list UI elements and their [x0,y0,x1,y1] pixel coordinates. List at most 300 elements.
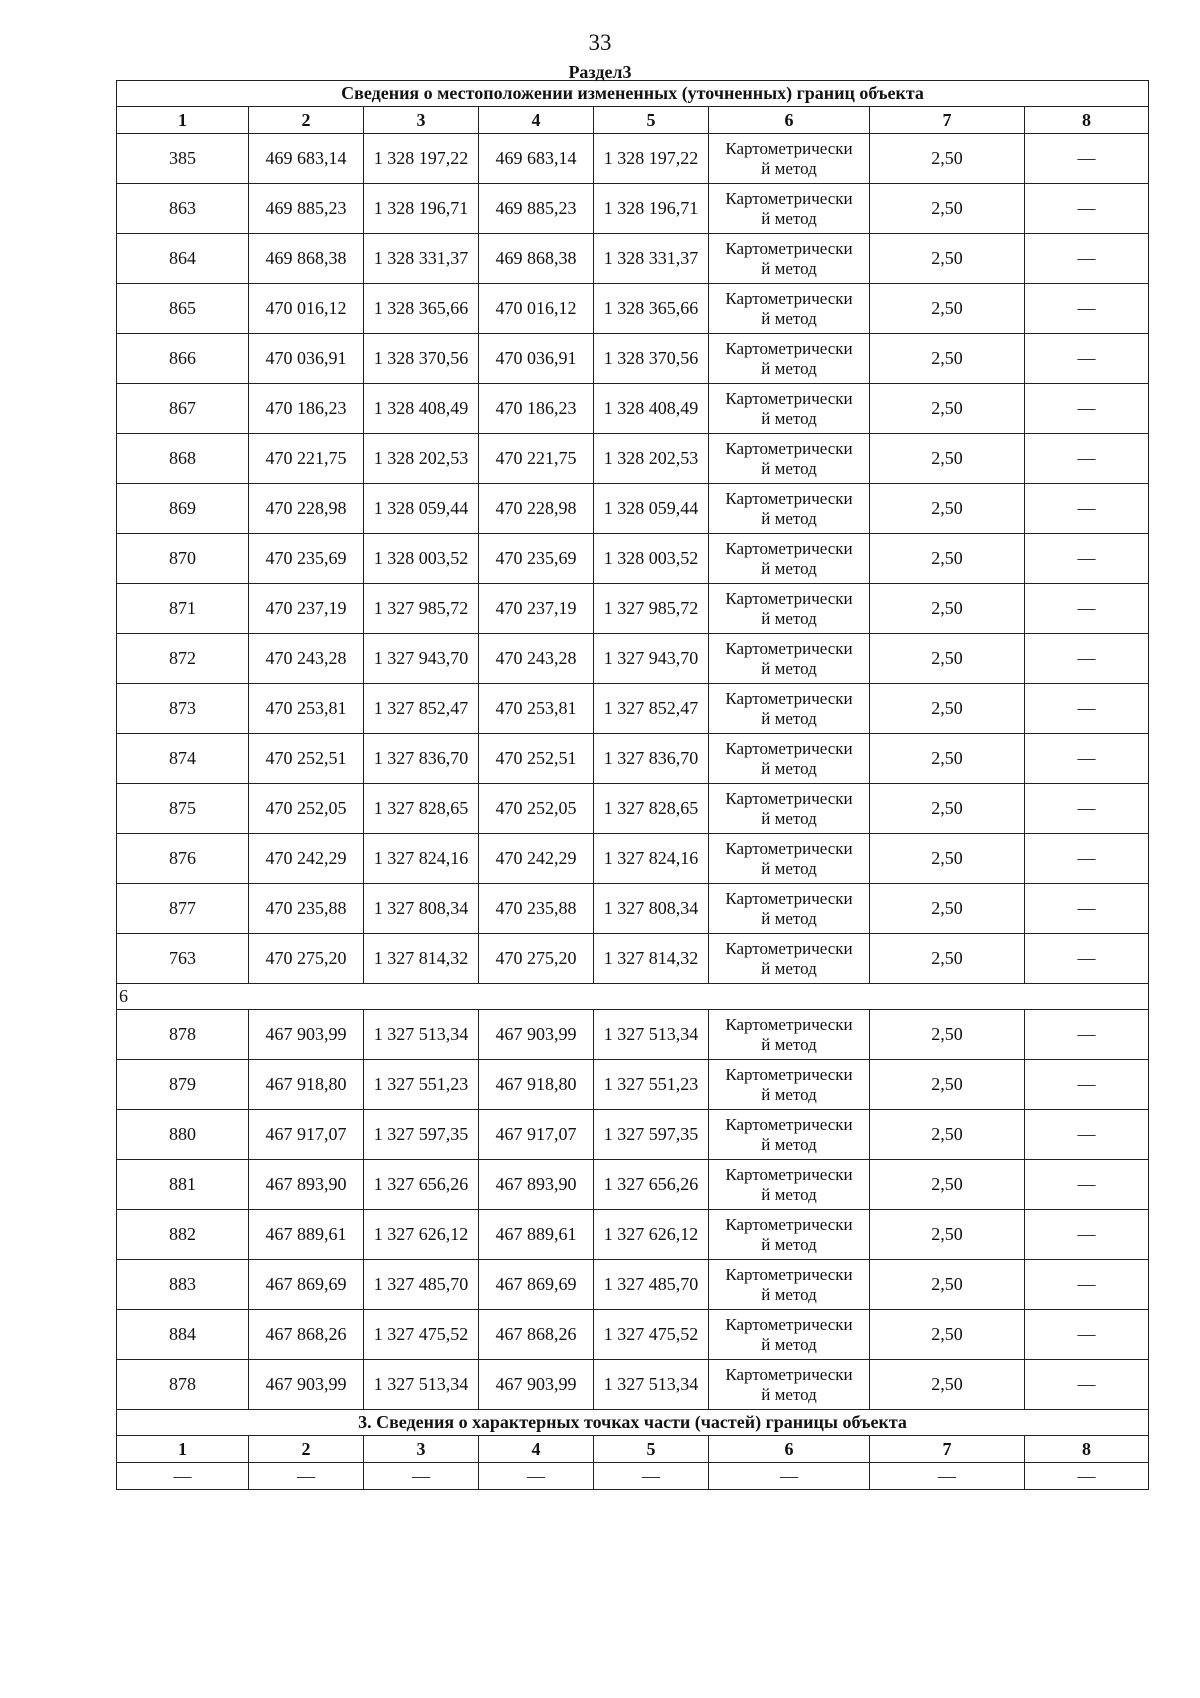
description-cell: — [1025,1260,1149,1310]
method-cell [709,1310,870,1360]
y-coordinate-refined-cell: 1 327 551,23 [594,1060,709,1110]
table-row [117,784,1149,834]
y-coordinate-existing-cell: 1 327 656,26 [364,1160,479,1210]
subsection-column-header-row [117,1436,1149,1463]
y-coordinate-refined-cell: 1 327 985,72 [594,584,709,634]
accuracy-cell: 2,50 [870,1010,1025,1060]
y-coordinate-refined-cell: 1 328 059,44 [594,484,709,534]
accuracy-cell: 2,50 [870,784,1025,834]
x-coordinate-existing-cell: 467 868,26 [249,1310,364,1360]
table-row [117,184,1149,234]
x-coordinate-existing-cell: 470 235,69 [249,534,364,584]
method-text: й метод [761,1284,817,1304]
column-header: 7 [870,107,1025,134]
x-coordinate-existing-cell: 470 228,98 [249,484,364,534]
accuracy-cell: 2,50 [870,334,1025,384]
point-number-cell: 878 [117,1360,249,1410]
method-cell [709,234,870,284]
description-cell: — [1025,384,1149,434]
method-text: Картометрически [725,938,853,958]
method-cell [709,584,870,634]
x-coordinate-existing-cell: 470 235,88 [249,884,364,934]
method-text: Картометрически [725,1364,853,1384]
x-coordinate-refined-cell: 470 252,51 [479,734,594,784]
method-text: Картометрически [725,638,853,658]
x-coordinate-existing-cell: 469 868,38 [249,234,364,284]
description-cell: — [1025,934,1149,984]
method-cell [709,1160,870,1210]
method-cell [709,684,870,734]
method-cell [709,784,870,834]
method-text: й метод [761,958,817,978]
accuracy-cell: 2,50 [870,1310,1025,1360]
x-coordinate-refined-cell: 470 186,23 [479,384,594,434]
method-cell [709,1360,870,1410]
column-header: 3 [364,1436,479,1463]
subsection-title: 3. Сведения о характерных точках части (частей) границы объекта [117,1410,1149,1436]
method-text: Картометрически [725,1264,853,1284]
method-text: Картометрически [725,588,853,608]
subsection-title-row [117,1410,1149,1436]
point-number-cell: 883 [117,1260,249,1310]
y-coordinate-existing-cell: 1 327 985,72 [364,584,479,634]
x-coordinate-existing-cell: 470 253,81 [249,684,364,734]
y-coordinate-refined-cell: 1 328 365,66 [594,284,709,334]
column-header: 2 [249,107,364,134]
x-coordinate-existing-cell: 467 869,69 [249,1260,364,1310]
empty-cell: — [117,1463,249,1490]
table-row [117,134,1149,184]
y-coordinate-existing-cell: 1 327 485,70 [364,1260,479,1310]
table-row [117,834,1149,884]
y-coordinate-refined-cell: 1 327 824,16 [594,834,709,884]
point-number-cell: 881 [117,1160,249,1210]
x-coordinate-existing-cell: 470 036,91 [249,334,364,384]
x-coordinate-existing-cell: 470 252,51 [249,734,364,784]
point-number-cell: 385 [117,134,249,184]
y-coordinate-existing-cell: 1 328 059,44 [364,484,479,534]
empty-cell: — [594,1463,709,1490]
method-text: й метод [761,658,817,678]
y-coordinate-refined-cell: 1 328 196,71 [594,184,709,234]
method-text: Картометрически [725,538,853,558]
method-text: й метод [761,258,817,278]
column-header-row [117,107,1149,134]
method-cell [709,1260,870,1310]
y-coordinate-refined-cell: 1 327 828,65 [594,784,709,834]
y-coordinate-refined-cell: 1 328 003,52 [594,534,709,584]
accuracy-cell: 2,50 [870,734,1025,784]
method-cell [709,1010,870,1060]
y-coordinate-refined-cell: 1 327 852,47 [594,684,709,734]
table-row [117,1210,1149,1260]
method-text: Картометрически [725,1014,853,1034]
method-cell [709,484,870,534]
method-text: й метод [761,858,817,878]
description-cell: — [1025,1160,1149,1210]
accuracy-cell: 2,50 [870,384,1025,434]
method-text: й метод [761,1334,817,1354]
method-text: Картометрически [725,1064,853,1084]
y-coordinate-refined-cell: 1 328 197,22 [594,134,709,184]
method-text: Картометрически [725,1214,853,1234]
method-cell [709,1210,870,1260]
description-cell: — [1025,684,1149,734]
method-text: й метод [761,908,817,928]
point-number-cell: 865 [117,284,249,334]
x-coordinate-refined-cell: 469 885,23 [479,184,594,234]
y-coordinate-refined-cell: 1 328 370,56 [594,334,709,384]
method-cell [709,834,870,884]
method-text: Картометрически [725,1164,853,1184]
method-text: Картометрически [725,888,853,908]
description-cell: — [1025,484,1149,534]
point-number-cell: 869 [117,484,249,534]
point-number-cell: 873 [117,684,249,734]
accuracy-cell: 2,50 [870,1060,1025,1110]
point-number-cell: 879 [117,1060,249,1110]
y-coordinate-refined-cell: 1 327 485,70 [594,1260,709,1310]
x-coordinate-existing-cell: 470 221,75 [249,434,364,484]
table-row [117,684,1149,734]
empty-cell: — [870,1463,1025,1490]
accuracy-cell: 2,50 [870,1210,1025,1260]
x-coordinate-refined-cell: 470 253,81 [479,684,594,734]
column-header: 4 [479,1436,594,1463]
table-row [117,284,1149,334]
y-coordinate-existing-cell: 1 327 852,47 [364,684,479,734]
x-coordinate-refined-cell: 470 228,98 [479,484,594,534]
x-coordinate-existing-cell: 470 243,28 [249,634,364,684]
table-row [117,634,1149,684]
method-text: Картометрически [725,738,853,758]
description-cell: — [1025,1210,1149,1260]
column-header: 5 [594,1436,709,1463]
point-number-cell: 866 [117,334,249,384]
table-title: Сведения о местоположении измененных (уточненных) границ объекта [117,81,1149,107]
x-coordinate-existing-cell: 470 016,12 [249,284,364,334]
table-body [117,134,1149,1490]
description-cell: — [1025,134,1149,184]
empty-cell: — [479,1463,594,1490]
y-coordinate-existing-cell: 1 327 597,35 [364,1110,479,1160]
accuracy-cell: 2,50 [870,484,1025,534]
method-cell [709,384,870,434]
method-text: й метод [761,758,817,778]
y-coordinate-existing-cell: 1 327 814,32 [364,934,479,984]
y-coordinate-existing-cell: 1 328 365,66 [364,284,479,334]
method-text: й метод [761,808,817,828]
method-text: й метод [761,308,817,328]
description-cell: — [1025,884,1149,934]
column-header: 6 [709,1436,870,1463]
method-text: Картометрически [725,438,853,458]
x-coordinate-existing-cell: 467 917,07 [249,1110,364,1160]
method-text: й метод [761,558,817,578]
accuracy-cell: 2,50 [870,934,1025,984]
method-text: й метод [761,508,817,528]
method-cell [709,434,870,484]
accuracy-cell: 2,50 [870,584,1025,634]
point-number-cell: 874 [117,734,249,784]
method-text: Картометрически [725,238,853,258]
table-row [117,934,1149,984]
boundary-table [116,80,1149,1490]
x-coordinate-existing-cell: 470 237,19 [249,584,364,634]
method-cell [709,934,870,984]
y-coordinate-existing-cell: 1 327 836,70 [364,734,479,784]
x-coordinate-existing-cell: 470 186,23 [249,384,364,434]
method-cell [709,634,870,684]
method-cell [709,1060,870,1110]
column-header: 3 [364,107,479,134]
table-row [117,584,1149,634]
y-coordinate-existing-cell: 1 328 196,71 [364,184,479,234]
point-number-cell: 878 [117,1010,249,1060]
x-coordinate-refined-cell: 467 917,07 [479,1110,594,1160]
table-row [117,384,1149,434]
description-cell: — [1025,734,1149,784]
accuracy-cell: 2,50 [870,1160,1025,1210]
y-coordinate-existing-cell: 1 328 331,37 [364,234,479,284]
x-coordinate-existing-cell: 467 889,61 [249,1210,364,1260]
point-number-cell: 863 [117,184,249,234]
method-text: Картометрически [725,788,853,808]
empty-cell: — [249,1463,364,1490]
x-coordinate-refined-cell: 470 242,29 [479,834,594,884]
method-cell [709,284,870,334]
y-coordinate-refined-cell: 1 327 513,34 [594,1010,709,1060]
method-text: й метод [761,608,817,628]
table-row [117,1360,1149,1410]
x-coordinate-existing-cell: 467 918,80 [249,1060,364,1110]
y-coordinate-existing-cell: 1 328 370,56 [364,334,479,384]
y-coordinate-existing-cell: 1 328 202,53 [364,434,479,484]
y-coordinate-refined-cell: 1 327 626,12 [594,1210,709,1260]
x-coordinate-existing-cell: 467 903,99 [249,1360,364,1410]
y-coordinate-existing-cell: 1 327 828,65 [364,784,479,834]
table-row [117,1260,1149,1310]
column-header: 6 [709,107,870,134]
method-text: й метод [761,408,817,428]
description-cell: — [1025,234,1149,284]
x-coordinate-existing-cell: 469 885,23 [249,184,364,234]
y-coordinate-existing-cell: 1 327 808,34 [364,884,479,934]
table-row [117,534,1149,584]
description-cell: — [1025,834,1149,884]
accuracy-cell: 2,50 [870,684,1025,734]
method-cell [709,534,870,584]
y-coordinate-refined-cell: 1 327 656,26 [594,1160,709,1210]
y-coordinate-existing-cell: 1 327 513,34 [364,1360,479,1410]
x-coordinate-refined-cell: 470 243,28 [479,634,594,684]
method-text: Картометрически [725,138,853,158]
y-coordinate-existing-cell: 1 327 626,12 [364,1210,479,1260]
point-number-cell: 877 [117,884,249,934]
x-coordinate-refined-cell: 470 235,88 [479,884,594,934]
x-coordinate-refined-cell: 470 237,19 [479,584,594,634]
point-number-cell: 871 [117,584,249,634]
accuracy-cell: 2,50 [870,284,1025,334]
accuracy-cell: 2,50 [870,434,1025,484]
x-coordinate-existing-cell: 467 893,90 [249,1160,364,1210]
empty-cell: — [364,1463,479,1490]
accuracy-cell: 2,50 [870,134,1025,184]
table-row [117,234,1149,284]
accuracy-cell: 2,50 [870,834,1025,884]
accuracy-cell: 2,50 [870,1360,1025,1410]
table-row [117,1310,1149,1360]
column-header: 2 [249,1436,364,1463]
method-text: Картометрически [725,1314,853,1334]
y-coordinate-refined-cell: 1 327 475,52 [594,1310,709,1360]
description-cell: — [1025,1010,1149,1060]
y-coordinate-existing-cell: 1 328 197,22 [364,134,479,184]
method-cell [709,884,870,934]
description-cell: — [1025,1360,1149,1410]
accuracy-cell: 2,50 [870,634,1025,684]
table-row [117,1010,1149,1060]
point-number-cell: 882 [117,1210,249,1260]
description-cell: — [1025,284,1149,334]
method-cell [709,334,870,384]
x-coordinate-refined-cell: 467 903,99 [479,1360,594,1410]
table-row [117,434,1149,484]
y-coordinate-refined-cell: 1 328 331,37 [594,234,709,284]
method-text: й метод [761,1134,817,1154]
accuracy-cell: 2,50 [870,1260,1025,1310]
method-text: й метод [761,708,817,728]
x-coordinate-refined-cell: 467 869,69 [479,1260,594,1310]
page-number: 33 [588,30,612,55]
description-cell: — [1025,1310,1149,1360]
method-text: Картометрически [725,1114,853,1134]
method-text: й метод [761,158,817,178]
x-coordinate-refined-cell: 470 275,20 [479,934,594,984]
y-coordinate-refined-cell: 1 327 943,70 [594,634,709,684]
accuracy-cell: 2,50 [870,234,1025,284]
method-cell [709,734,870,784]
column-header: 8 [1025,1436,1149,1463]
method-cell [709,1110,870,1160]
table-row [117,884,1149,934]
y-coordinate-existing-cell: 1 328 003,52 [364,534,479,584]
y-coordinate-existing-cell: 1 327 513,34 [364,1010,479,1060]
description-cell: — [1025,1110,1149,1160]
method-text: й метод [761,208,817,228]
table-row [117,734,1149,784]
point-number-cell: 864 [117,234,249,284]
column-header: 1 [117,107,249,134]
method-text: й метод [761,358,817,378]
accuracy-cell: 2,50 [870,534,1025,584]
description-cell: — [1025,434,1149,484]
column-header: 4 [479,107,594,134]
method-text: Картометрически [725,388,853,408]
method-text: й метод [761,1034,817,1054]
method-text: й метод [761,458,817,478]
description-cell: — [1025,1060,1149,1110]
x-coordinate-refined-cell: 467 893,90 [479,1160,594,1210]
point-number-cell: 872 [117,634,249,684]
table-row [117,484,1149,534]
point-number-cell: 763 [117,934,249,984]
section-title: Раздел3 [568,62,632,82]
x-coordinate-refined-cell: 470 221,75 [479,434,594,484]
point-number-cell: 880 [117,1110,249,1160]
method-text: й метод [761,1084,817,1104]
x-coordinate-existing-cell: 469 683,14 [249,134,364,184]
method-text: Картометрически [725,338,853,358]
x-coordinate-refined-cell: 467 918,80 [479,1060,594,1110]
column-header: 1 [117,1436,249,1463]
point-number-cell: 875 [117,784,249,834]
accuracy-cell: 2,50 [870,1110,1025,1160]
empty-cell: — [1025,1463,1149,1490]
x-coordinate-refined-cell: 470 016,12 [479,284,594,334]
method-cell [709,184,870,234]
description-cell: — [1025,784,1149,834]
point-number-cell: 868 [117,434,249,484]
method-text: Картометрически [725,288,853,308]
y-coordinate-existing-cell: 1 327 824,16 [364,834,479,884]
y-coordinate-refined-cell: 1 327 513,34 [594,1360,709,1410]
subsection-empty-row [117,1463,1149,1490]
contour-group-label: 6 [117,984,1149,1010]
table-row [117,1160,1149,1210]
accuracy-cell: 2,50 [870,184,1025,234]
x-coordinate-existing-cell: 470 242,29 [249,834,364,884]
y-coordinate-refined-cell: 1 327 814,32 [594,934,709,984]
y-coordinate-refined-cell: 1 328 408,49 [594,384,709,434]
contour-group-row [117,984,1149,1010]
y-coordinate-refined-cell: 1 328 202,53 [594,434,709,484]
x-coordinate-refined-cell: 470 036,91 [479,334,594,384]
column-header: 7 [870,1436,1025,1463]
method-text: й метод [761,1384,817,1404]
method-text: й метод [761,1184,817,1204]
x-coordinate-refined-cell: 470 252,05 [479,784,594,834]
y-coordinate-existing-cell: 1 327 475,52 [364,1310,479,1360]
point-number-cell: 867 [117,384,249,434]
accuracy-cell: 2,50 [870,884,1025,934]
description-cell: — [1025,534,1149,584]
method-text: Картометрически [725,488,853,508]
description-cell: — [1025,584,1149,634]
table-row [117,1110,1149,1160]
x-coordinate-existing-cell: 467 903,99 [249,1010,364,1060]
x-coordinate-existing-cell: 470 275,20 [249,934,364,984]
x-coordinate-refined-cell: 467 889,61 [479,1210,594,1260]
y-coordinate-existing-cell: 1 327 943,70 [364,634,479,684]
table-row [117,334,1149,384]
x-coordinate-refined-cell: 467 868,26 [479,1310,594,1360]
method-text: Картометрически [725,838,853,858]
x-coordinate-existing-cell: 470 252,05 [249,784,364,834]
y-coordinate-existing-cell: 1 328 408,49 [364,384,479,434]
method-text: Картометрически [725,688,853,708]
y-coordinate-refined-cell: 1 327 597,35 [594,1110,709,1160]
point-number-cell: 870 [117,534,249,584]
description-cell: — [1025,634,1149,684]
method-text: й метод [761,1234,817,1254]
x-coordinate-refined-cell: 470 235,69 [479,534,594,584]
empty-cell: — [709,1463,870,1490]
y-coordinate-existing-cell: 1 327 551,23 [364,1060,479,1110]
column-header: 8 [1025,107,1149,134]
x-coordinate-refined-cell: 467 903,99 [479,1010,594,1060]
description-cell: — [1025,184,1149,234]
